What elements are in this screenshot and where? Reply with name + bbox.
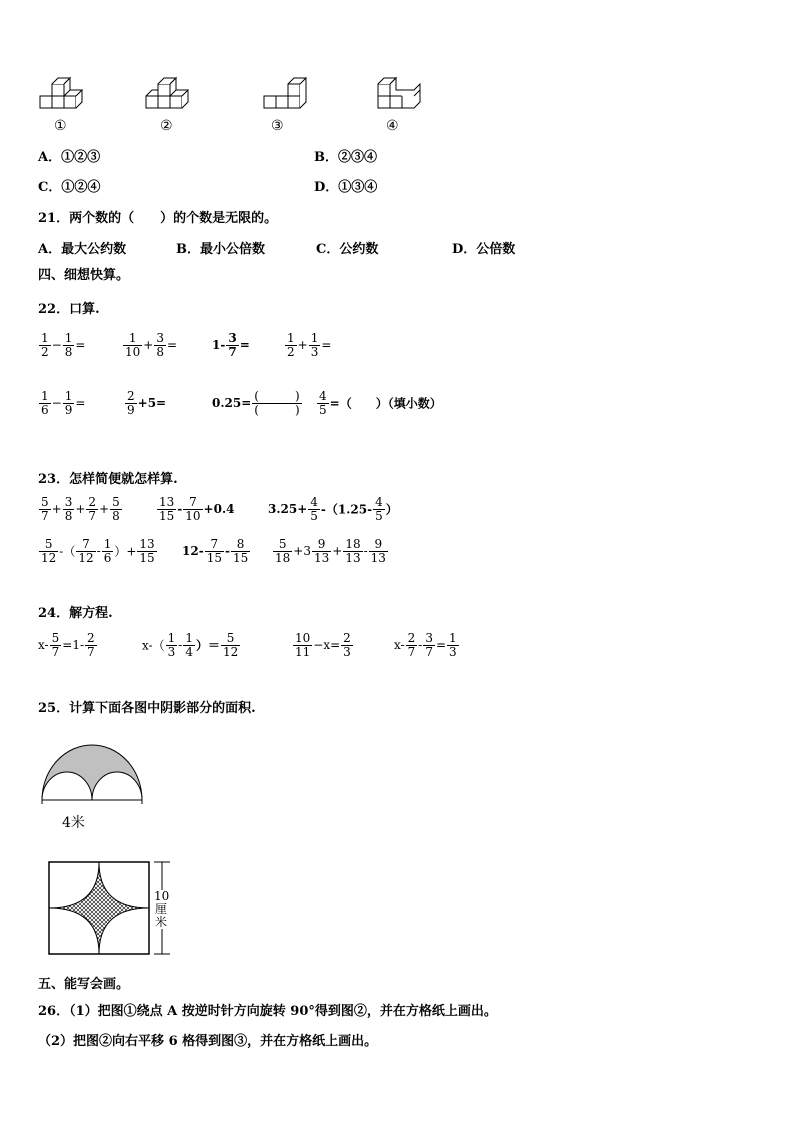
section-4-heading: 四、细想快算。 xyxy=(38,268,130,283)
semicircle-figure xyxy=(38,730,148,805)
q23-expr-4: $\frac{5}{12}$ -（ $\frac{7}{12}$ - $\frac{1}{6}$ ）+ $\frac{13}{15}$ xyxy=(41,537,155,565)
q23-expr-1: $\frac{5}{7}$ + $\frac{3}{8}$ + $\frac{2}{7}$ + $\frac{5}{8}$ xyxy=(41,495,120,523)
q24-eq-2: x-（ $\frac{1}{3}$ - $\frac{1}{4}$ ）＝ $\frac{5}{12}$ xyxy=(142,631,239,659)
fig1-length-label: 4米 xyxy=(62,815,85,831)
q20-option-c[interactable]: C．①②④ xyxy=(38,180,101,195)
q23-expr-3: 3.25+ $\frac{4}{5}$ -（1.25- $\frac{4}{5}$ ） xyxy=(268,495,398,523)
q20-option-a[interactable]: A．①②③ xyxy=(38,150,101,165)
q22-item-6: $\frac{2}{9}$ +5= xyxy=(127,389,167,417)
q26-part-2: （2）把图②向右平移 6 格得到图③，并在方格纸上画出。 xyxy=(38,1034,378,1049)
q21-option-c[interactable]: C．公约数 xyxy=(316,242,379,257)
q23-expr-2: $\frac{13}{15}$ - $\frac{7}{10}$ +0.4 xyxy=(159,495,235,523)
q24-title: 24．解方程. xyxy=(38,606,113,621)
q23-title: 23．怎样简便就怎样算. xyxy=(38,472,178,487)
q22-item-5: $\frac{1}{6}$ − $\frac{1}{9}$ = xyxy=(41,389,86,417)
q26-part-1: 26．（1）把图①绕点 A 按逆时针方向旋转 90°得到图②，并在方格纸上画出。 xyxy=(38,1004,497,1019)
q20-option-d[interactable]: D．①③④ xyxy=(314,180,378,195)
q21-option-d[interactable]: D．公倍数 xyxy=(452,242,516,257)
q22-title: 22．口算. xyxy=(38,302,100,317)
cube-label-1: ① xyxy=(54,118,67,134)
cube-label-4: ④ xyxy=(386,118,399,134)
q22-item-4: $\frac{1}{2}$ + $\frac{1}{3}$ = xyxy=(287,331,332,359)
cube-figure-3 xyxy=(262,82,312,116)
cube-figure-4 xyxy=(376,82,426,116)
fig2-side-label: 10 厘 米 xyxy=(154,889,170,929)
q22-item-1: $\frac{1}{2}$ − $\frac{1}{8}$ = xyxy=(41,331,86,359)
q21-option-a[interactable]: A．最大公约数 xyxy=(38,242,127,257)
q23-expr-5: 12- $\frac{7}{15}$ - $\frac{8}{15}$ xyxy=(182,537,249,565)
q24-eq-4: x- $\frac{2}{7}$ - $\frac{3}{7}$ = $\frac{1}{3}$ xyxy=(394,631,457,659)
cube-figure-1 xyxy=(38,82,88,116)
cube-label-2: ② xyxy=(160,118,173,134)
section-5-heading: 五、能写会画。 xyxy=(38,977,130,992)
fill-decimal-note: （填小数） xyxy=(387,396,442,411)
q20-option-b[interactable]: B．②③④ xyxy=(314,150,378,165)
q24-eq-3: $\frac{10}{11}$ −x= $\frac{2}{3}$ xyxy=(295,631,351,659)
q21-stem: 21．两个数的（ ）的个数是无限的。 xyxy=(38,211,278,226)
q22-item-2: $\frac{1}{10}$ + $\frac{3}{8}$ = xyxy=(125,331,178,359)
q21-option-b[interactable]: B．最小公倍数 xyxy=(176,242,265,257)
cube-label-3: ③ xyxy=(271,118,284,134)
q23-expr-6: $\frac{5}{18}$ +3 $\frac{9}{13}$ + $\frac{18}{13}$ - $\frac{9}{13}$ xyxy=(275,537,386,565)
q22-item-8: $\frac{4}{5}$ =（ ）（填小数） xyxy=(319,389,442,417)
q22-item-7: 0.25= $\frac{( )}{( )}$ xyxy=(212,389,300,417)
q22-item-3: 1- $\frac{3}{7}$ = xyxy=(212,331,250,359)
q24-eq-1: x- $\frac{5}{7}$ =1- $\frac{2}{7}$ xyxy=(38,631,95,659)
cube-figure-2 xyxy=(144,82,194,116)
q25-title: 25．计算下面各图中阴影部分的面积. xyxy=(38,701,256,716)
